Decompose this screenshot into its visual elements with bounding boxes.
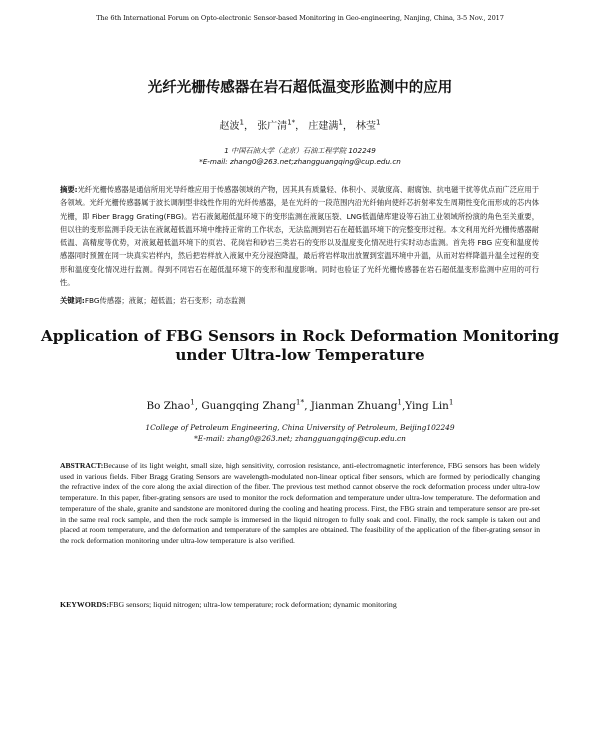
chinese-keywords (60, 296, 539, 306)
english-abstract (60, 461, 540, 547)
author: Guangqing Zhang (201, 400, 296, 412)
english-authors: Bo Zhao$^1$, Guangqing Zhang$^{1*}$, Jianman Zhuang$^1$,Ying Lin$^1$ (146, 397, 454, 412)
chinese-title: 光纤光栅传感器在岩石超低温变形监测中的应用 (147, 80, 453, 96)
author-mark: 1* (287, 118, 296, 127)
author-mark: 1 (397, 397, 402, 407)
chinese-abstract (60, 183, 539, 289)
chinese-authors: 赵波$^1$， 张广清$^{1*}$， 庄建满$^1$， 林莹$^1$ (219, 118, 381, 132)
english-email: *E-mail: zhang0@263.net; zhangguangqing@cup.edu.cn (194, 434, 406, 443)
chinese-affiliation: 1 中国石油大学（北京）石油工程学院 102249 (224, 146, 376, 155)
chinese-keywords-label: 关键词: (60, 296, 85, 305)
author: 赵波 (219, 121, 240, 132)
author-mark: 1 (190, 397, 195, 407)
author-mark: 1 (376, 118, 381, 127)
english-keywords-text: FBG sensors; liquid nitrogen; ultra-low temperature; rock deformation; dynamic monitoring (108, 600, 397, 609)
chinese-abstract-label: 摘要: (60, 185, 78, 194)
chinese-keywords-text: FBG传感器；液氮；超低温；岩石变形；动态监测 (84, 296, 246, 305)
english-title: Application of FBG Sensors in Rock Deformation Monitoring under Ultra-low Temperature (40, 327, 560, 364)
author: 林莹 (356, 121, 376, 132)
chinese-affiliation-block (0, 145, 600, 167)
author-mark: 1 (448, 397, 454, 407)
conference-header: The 6th International Forum on Opto-electronic Sensor-based Monitoring in Geo-engineering, Nanjing, China, 3-5 Nov., 2017 (96, 14, 504, 22)
author: 张广清 (257, 121, 288, 132)
english-keywords (60, 600, 540, 609)
author-mark: 1 (338, 118, 343, 127)
chinese-abstract-text: 光纤光栅传感器是通信所用光导纤维应用于传感器领域的产物，因其具有质量轻、体积小、灵敏度高、耐腐蚀、抗电磁干扰等优点而广泛应用于各领域。光纤光栅传感器属于波长调制型非线性作用的光纤传感器，是在光纤的一段范围内沿光纤轴向使纤芯折射率发生周期性变化而形成的芯内体光栅，即 Fiber Bragg Grating(FBG)。岩石液氮超低温环境下的变形监测在液氮压裂、LNG低温储库建设等石油工业领域所扮演的角色至关重要，但以往的变形监测手段无法在液氮超低温环境中维持正常的工作状态，无法监测到岩石在超低温环境下的完整变形过程。本文利用光纤光栅传感器耐低温、高精度等优势，对液氮超低温环境下的页岩、花岗岩和砂岩三类岩石的变形以及温度变化情况进行实时动态监测。首先将 FBG 应变和温度传感器同时预置在同一块真实岩样内，然后把岩样放入液氮中充分浸泡降温，最后将岩样取出放置到室温环境中升温，从而对岩样降温升温全过程的变形和温度变化情况进行监测。得到不同岩石在超低温环境下的变形和温度影响。同时也验证了光纤光栅传感器在岩石超低温变形监测中应用的可行性。 (60, 185, 540, 288)
author-mark: 1* (295, 397, 305, 407)
english-affiliation-block (0, 422, 600, 444)
english-affiliation: 1College of Petroleum Engineering, China University of Petroleum, Beijing102249 (145, 423, 455, 432)
author-mark: 1 (239, 118, 244, 127)
author: 庄建满 (308, 121, 339, 132)
english-abstract-label: ABSTRACT: (60, 461, 104, 470)
author: Ying Lin (405, 400, 449, 412)
english-keywords-label: KEYWORDS: (60, 600, 109, 609)
english-abstract-text: Because of its light weight, small size, high sensitivity, corrosion resistance, anti-electromagnetic interference, FBG sensors has been widely used in various fields. Fiber Bragg Grating Sensors are wavelength-modulated non-linear optical fiber sensors, which are formed by periodically changing the refractive index of the core along the axial direction of the fiber. The previous test method cannot observe the rock deformation process under ultra-low temperature. In this paper, fiber-grating sensors are used to monitor the rock deformation and temperature under ultra-low temperature. The deformation and temperature of the shale, granite and sandstone are monitored during the cooling and heating process. First, the FBG strain and temperature sensor are pre-set in the same real rock sample, and then the rock sample is immersed in the liquid nitrogen to fully soak and cool. Finally, the rock sample is taken out and placed at room temperature, and the deformation and temperature of the samples are obtained. The feasibility of the application of the fiber-grating sensor in the rock deformation monitoring under ultra-low temperature is also verified. (60, 461, 540, 545)
author: Bo Zhao (146, 400, 191, 412)
chinese-email: *E-mail: zhang0@263.net;zhangguangqing@cup.edu.cn (199, 157, 401, 166)
author: Jianman Zhuang (310, 400, 398, 412)
